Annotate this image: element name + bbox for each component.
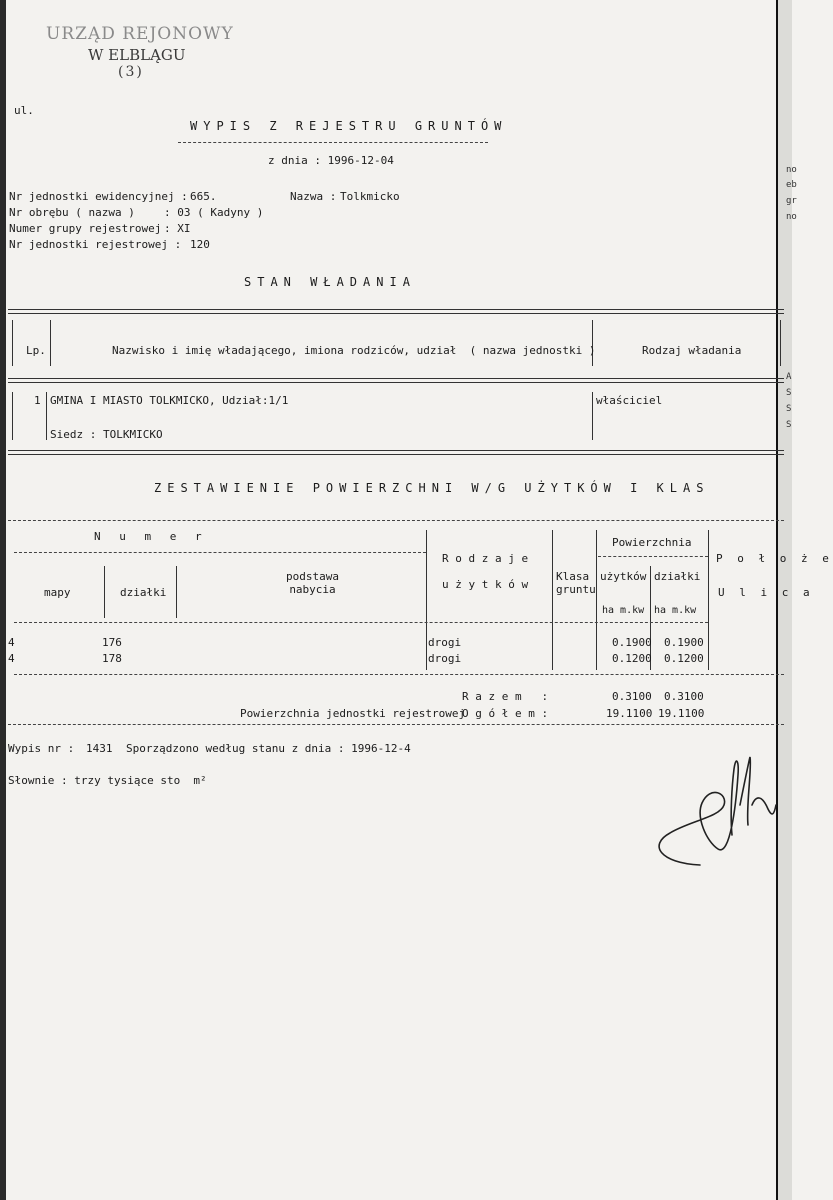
ownership-vbar [780,320,781,366]
precinct-value: : 03 ( Kadyny ) [164,206,264,219]
office-stamp-line2: W ELBLĄGU [88,46,186,64]
amount-in-words: Słownie : trzy tysiące sto m² [8,774,207,787]
col-land-use: R o d z a j e u ż y t k ó w [442,552,529,591]
grand-area-use: 19.1100 [606,707,653,720]
summary-vbar [552,530,553,670]
col-basis: podstawa nabycia [286,570,339,596]
edge-fragment: no [786,165,797,175]
row-plot: 176 [102,636,122,649]
ownership-bottom-rule [8,450,784,455]
ownership-header-rule [8,378,784,383]
owner-lp: 1 [34,394,41,407]
summary-vbar [596,530,597,670]
grand-total-prefix: Powierzchnia jednostki rejestrowej [240,707,466,720]
row-plot: 178 [102,652,122,665]
col-location: P o ł o ż e [716,552,833,565]
col-class: Klasa gruntu [556,570,596,596]
row-area-plot: 0.1200 [664,652,704,665]
summary-vbar [708,530,709,670]
group-label: Numer grupy rejestrowej [9,222,162,235]
col-area-plots: działki [654,570,701,583]
edge-fragment: A [786,372,792,382]
summary-heading: ZESTAWIENIE POWIERZCHNI W/G UŻYTKÓW I KLAS [154,481,710,495]
name-value: Tolkmicko [340,190,400,203]
extract-number-label: Wypis nr : [8,742,75,755]
address-prefix: ul. [14,104,34,117]
edge-fragment: S [786,388,792,398]
row-map: 4 [8,636,15,649]
ownership-vbar [46,392,47,440]
col-area: Powierzchnia [612,536,692,549]
edge-fragment: S [786,404,792,414]
document-title: WYPIS Z REJESTRU GRUNTÓW [190,119,508,133]
col-unit-plots: ha m.kw [654,605,697,616]
row-map: 4 [8,652,15,665]
col-street: U l i c a [718,586,814,599]
col-number: N u m e r [94,530,208,543]
edge-fragment: no [786,212,797,222]
ownership-top-rule [8,309,784,314]
col-ownership-type: Rodzaj władania [642,344,742,357]
office-stamp-line3: (3) [118,64,144,80]
ownership-vbar [592,320,593,366]
row-area-use: 0.1900 [612,636,652,649]
group-value: : XI [164,222,191,235]
unit-number-label: Nr jednostki ewidencyjnej : [9,190,188,203]
owner-seat: Siedz : TOLKMICKO [50,428,163,441]
area-subrule [598,556,708,557]
total-label: R a z e m : [462,690,549,703]
ownership-vbar [12,320,13,366]
name-label: Nazwa : [290,190,337,203]
ownership-vbar [12,392,13,440]
ownership-heading: STAN WŁADANIA [244,275,416,289]
reg-unit-value: 120 [190,238,210,251]
grand-total-label: O g ó ł e m : [462,707,549,720]
col-unit-uses: ha m.kw [602,605,645,616]
precinct-label: Nr obrębu ( nazwa ) [9,206,135,219]
summary-header-rule [14,622,708,623]
reg-unit-label: Nr jednostki rejestrowej : [9,238,182,251]
col-map: mapy [44,586,71,599]
edge-fragment: eb [786,180,797,190]
col-owner-name: Nazwisko i imię władającego, imiona rodziców, udział ( nazwa jednostki ) [112,344,596,357]
extract-number: 1431 [86,742,113,755]
row-area-plot: 0.1900 [664,636,704,649]
scan-edge-left [0,0,6,1200]
grand-area-plot: 19.1100 [658,707,705,720]
edge-fragment: gr [786,196,797,206]
summary-bottom-rule [8,724,784,725]
total-area-plot: 0.3100 [664,690,704,703]
edge-fragment: S [786,420,792,430]
number-subrule [14,552,426,553]
row-land-use: drogi [428,636,462,649]
title-underline [178,142,488,143]
unit-number-value: 665. [190,190,217,203]
owner-name: GMINA I MIASTO TOLKMICKO, Udział:1/1 [50,394,289,407]
col-plot: działki [120,586,167,599]
summary-vbar [176,566,177,618]
summary-vbar [426,530,427,670]
owner-type: właściciel [596,394,663,407]
signature-scribble [640,745,780,875]
office-stamp-line1: URZĄD REJONOWY [46,24,234,44]
ownership-vbar [50,320,51,366]
total-area-use: 0.3100 [612,690,652,703]
document-date: z dnia : 1996-12-04 [268,154,394,167]
col-area-uses: użytków [600,570,647,583]
row-land-use: drogi [428,652,462,665]
row-area-use: 0.1200 [612,652,652,665]
col-lp: Lp. [26,344,46,357]
ownership-vbar [592,392,593,440]
summary-vbar [104,566,105,618]
summary-top-rule [8,520,784,521]
prepared-statement: Sporządzono według stanu z dnia : 1996-12-4 [126,742,411,755]
rows-bottom-rule [14,674,784,675]
